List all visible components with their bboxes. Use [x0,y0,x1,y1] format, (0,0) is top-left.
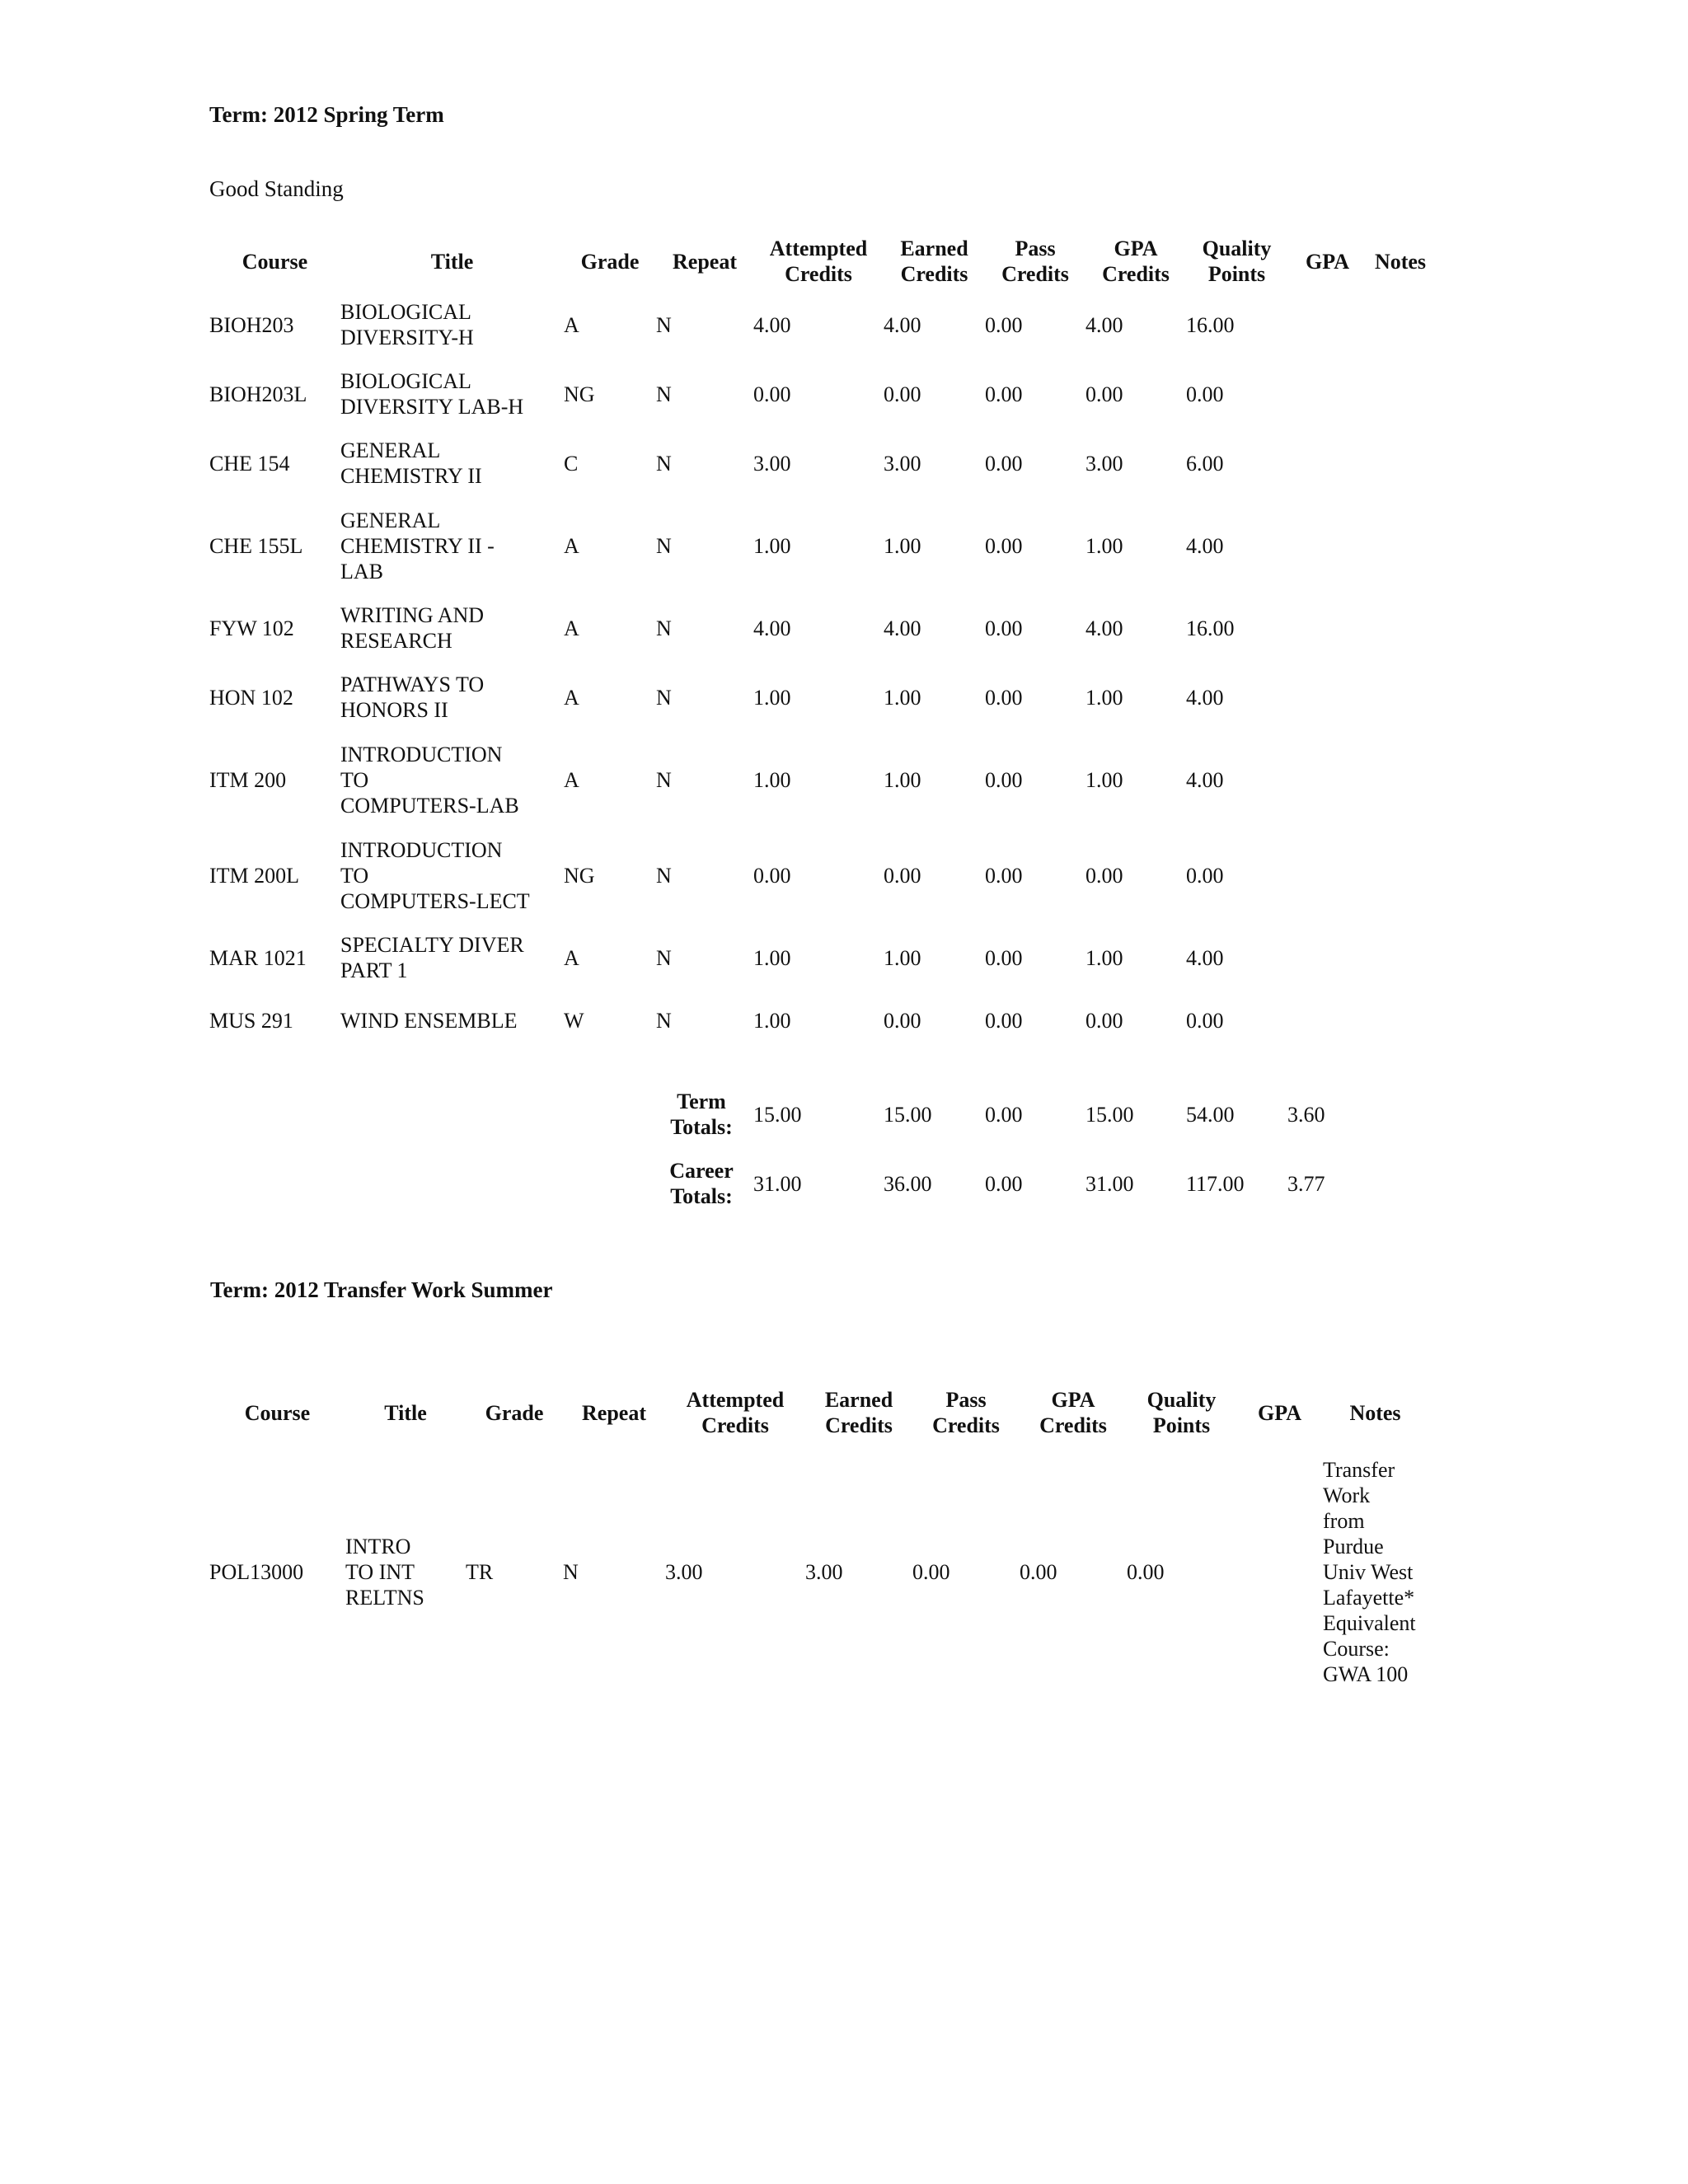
pass-credits: 0.00 [985,863,1023,888]
term2-course-table [209,1381,1428,1699]
repeat: N [656,767,672,792]
notes [1367,923,1433,992]
gpa [1287,663,1367,732]
gpa [1287,732,1367,827]
header-gpa-credits: GPA Credits [1102,237,1170,286]
earned-credits: 1.00 [884,533,921,558]
earned-credits: 4.00 [884,616,921,640]
repeat: N [656,685,672,710]
header-notes: Notes [1374,249,1427,274]
header-gpa: GPA [1258,1400,1301,1425]
term1-course-table [209,232,1433,1218]
term2-heading: Term: 2012 Transfer Work Summer [210,1277,553,1302]
attempted-credits: 1.00 [753,945,791,970]
course-code: HON 102 [209,685,293,710]
quality-points: 0.00 [1186,1008,1224,1033]
earned-credits: 0.00 [884,1008,921,1033]
table-header-row [209,232,1433,290]
gpa [1287,992,1367,1048]
attempted-credits: 1.00 [753,1008,791,1033]
quality-points: 0.00 [1127,1559,1165,1584]
attempted-credits: 31.00 [753,1171,802,1196]
attempted-credits: 3.00 [665,1559,703,1584]
attempted-credits: 0.00 [753,863,791,888]
repeat: N [656,451,672,476]
course-code: CHE 154 [209,451,290,476]
header-repeat: Repeat [673,249,737,274]
gpa [1287,290,1367,359]
gpa-credits: 31.00 [1085,1171,1134,1196]
earned-credits: 36.00 [884,1171,932,1196]
notes [1367,429,1433,498]
quality-points: 4.00 [1186,685,1224,710]
table-row [209,498,1433,593]
earned-credits: 0.00 [884,863,921,888]
header-attempted-credits: Attempted Credits [769,237,868,286]
table-row [209,359,1433,429]
career-totals-row [209,1149,1433,1218]
gpa [1287,429,1367,498]
course-title: INTRO TO INT RELTNS [345,1534,424,1610]
gpa-credits: 1.00 [1085,685,1123,710]
gpa-credits: 3.00 [1085,451,1123,476]
pass-credits: 0.00 [985,1171,1023,1196]
course-code: BIOH203 [209,312,294,337]
header-gpa-credits: GPA Credits [1039,1388,1107,1437]
gpa [1287,923,1367,992]
attempted-credits: 1.00 [753,767,791,792]
grade: A [564,312,579,337]
course-title: GENERAL CHEMISTRY II - LAB [340,508,495,583]
attempted-credits: 4.00 [753,312,791,337]
quality-points: 117.00 [1186,1171,1245,1196]
term-totals-row [209,1080,1433,1149]
course-title: WIND ENSEMBLE [340,1008,518,1033]
pass-credits: 0.00 [985,382,1023,406]
table-row [209,1444,1428,1699]
gpa: 3.77 [1287,1171,1325,1196]
repeat: N [656,863,672,888]
header-course: Course [244,1400,311,1425]
notes [1367,290,1433,359]
gpa-credits: 0.00 [1085,1008,1123,1033]
grade: A [564,945,579,970]
notes [1367,359,1433,429]
earned-credits: 1.00 [884,767,921,792]
course-title: INTRODUCTION TO COMPUTERS-LAB [340,742,519,818]
course-code: ITM 200 [209,767,287,792]
header-quality-points: Quality Points [1202,237,1272,286]
notes [1367,827,1433,923]
pass-credits: 0.00 [985,1008,1023,1033]
notes [1367,732,1433,827]
quality-points: 54.00 [1186,1102,1235,1127]
gpa-credits: 1.00 [1085,533,1123,558]
course-title: BIOLOGICAL DIVERSITY LAB-H [340,369,524,419]
pass-credits: 0.00 [912,1559,950,1584]
header-course: Course [241,249,308,274]
course-title: BIOLOGICAL DIVERSITY-H [340,300,474,349]
quality-points: 4.00 [1186,767,1224,792]
pass-credits: 0.00 [985,1102,1023,1127]
gpa-credits: 15.00 [1085,1102,1134,1127]
grade: NG [564,382,595,406]
header-earned-credits: Earned Credits [900,237,968,286]
grade: NG [564,863,595,888]
pass-credits: 0.00 [985,767,1023,792]
header-grade: Grade [580,249,640,274]
repeat: N [656,312,672,337]
quality-points: 4.00 [1186,533,1224,558]
attempted-credits: 4.00 [753,616,791,640]
pass-credits: 0.00 [985,616,1023,640]
course-code: MAR 1021 [209,945,307,970]
quality-points: 0.00 [1186,382,1224,406]
notes: Transfer Work from Purdue Univ West Lafayette* Equivalent Course: GWA 100 [1323,1457,1416,1686]
pass-credits: 0.00 [985,533,1023,558]
gpa-credits: 1.00 [1085,767,1123,792]
course-title: PATHWAYS TO HONORS II [340,673,485,722]
repeat: N [656,1008,672,1033]
header-gpa: GPA [1306,249,1349,274]
header-quality-points: Quality Points [1146,1388,1217,1437]
gpa-credits: 4.00 [1085,312,1123,337]
course-title: INTRODUCTION TO COMPUTERS-LECT [340,837,530,913]
notes [1367,663,1433,732]
earned-credits: 1.00 [884,685,921,710]
attempted-credits: 15.00 [753,1102,802,1127]
attempted-credits: 3.00 [753,451,791,476]
academic-standing: Good Standing [209,176,344,201]
attempted-credits: 1.00 [753,685,791,710]
gpa [1287,593,1367,663]
pass-credits: 0.00 [985,685,1023,710]
table-row [209,923,1433,992]
course-code: CHE 155L [209,533,303,558]
table-row [209,290,1433,359]
grade: A [564,616,579,640]
table-row [209,827,1433,923]
header-notes: Notes [1349,1400,1401,1425]
term-totals-label: Term Totals: [670,1090,733,1139]
gpa [1287,498,1367,593]
grade: A [564,685,579,710]
attempted-credits: 0.00 [753,382,791,406]
earned-credits: 1.00 [884,945,921,970]
course-code: ITM 200L [209,863,300,888]
quality-points: 16.00 [1186,312,1235,337]
notes [1367,992,1433,1048]
grade: TR [466,1559,494,1584]
course-code: BIOH203L [209,382,307,406]
earned-credits: 0.00 [884,382,921,406]
header-title: Title [430,249,474,274]
gpa [1236,1444,1323,1699]
gpa: 3.60 [1287,1102,1325,1127]
earned-credits: 3.00 [805,1559,843,1584]
course-code: POL13000 [209,1559,304,1584]
header-pass-credits: Pass Credits [932,1388,1000,1437]
header-earned-credits: Earned Credits [824,1388,893,1437]
header-grade: Grade [485,1400,544,1425]
notes [1367,593,1433,663]
grade: A [564,533,579,558]
repeat: N [563,1559,579,1584]
header-attempted-credits: Attempted Credits [686,1388,785,1437]
repeat: N [656,533,672,558]
table-row [209,429,1433,498]
repeat: N [656,382,672,406]
table-row [209,732,1433,827]
header-pass-credits: Pass Credits [1001,237,1069,286]
pass-credits: 0.00 [985,312,1023,337]
course-code: FYW 102 [209,616,294,640]
header-repeat: Repeat [582,1400,646,1425]
gpa [1287,359,1367,429]
table-row [209,593,1433,663]
table-row [209,992,1433,1048]
spacer-row [209,1048,1433,1080]
notes [1367,498,1433,593]
repeat: N [656,616,672,640]
course-title: GENERAL CHEMISTRY II [340,438,482,488]
quality-points: 0.00 [1186,863,1224,888]
quality-points: 6.00 [1186,451,1224,476]
earned-credits: 3.00 [884,451,921,476]
attempted-credits: 1.00 [753,533,791,558]
gpa-credits: 0.00 [1020,1559,1057,1584]
table-row [209,663,1433,732]
pass-credits: 0.00 [985,945,1023,970]
term1-heading: Term: 2012 Spring Term [209,102,444,127]
course-code: MUS 291 [209,1008,293,1033]
course-title: SPECIALTY DIVER PART 1 [340,933,524,982]
grade: A [564,767,579,792]
gpa [1287,827,1367,923]
earned-credits: 4.00 [884,312,921,337]
grade: C [564,451,579,476]
table-header-row [209,1381,1428,1444]
career-totals-label: Career Totals: [669,1159,734,1208]
repeat: N [656,945,672,970]
grade: W [564,1008,584,1033]
gpa-credits: 4.00 [1085,616,1123,640]
pass-credits: 0.00 [985,451,1023,476]
gpa-credits: 1.00 [1085,945,1123,970]
gpa-credits: 0.00 [1085,863,1123,888]
header-title: Title [384,1400,427,1425]
quality-points: 16.00 [1186,616,1235,640]
course-title: WRITING AND RESEARCH [340,603,485,653]
quality-points: 4.00 [1186,945,1224,970]
gpa-credits: 0.00 [1085,382,1123,406]
earned-credits: 15.00 [884,1102,932,1127]
